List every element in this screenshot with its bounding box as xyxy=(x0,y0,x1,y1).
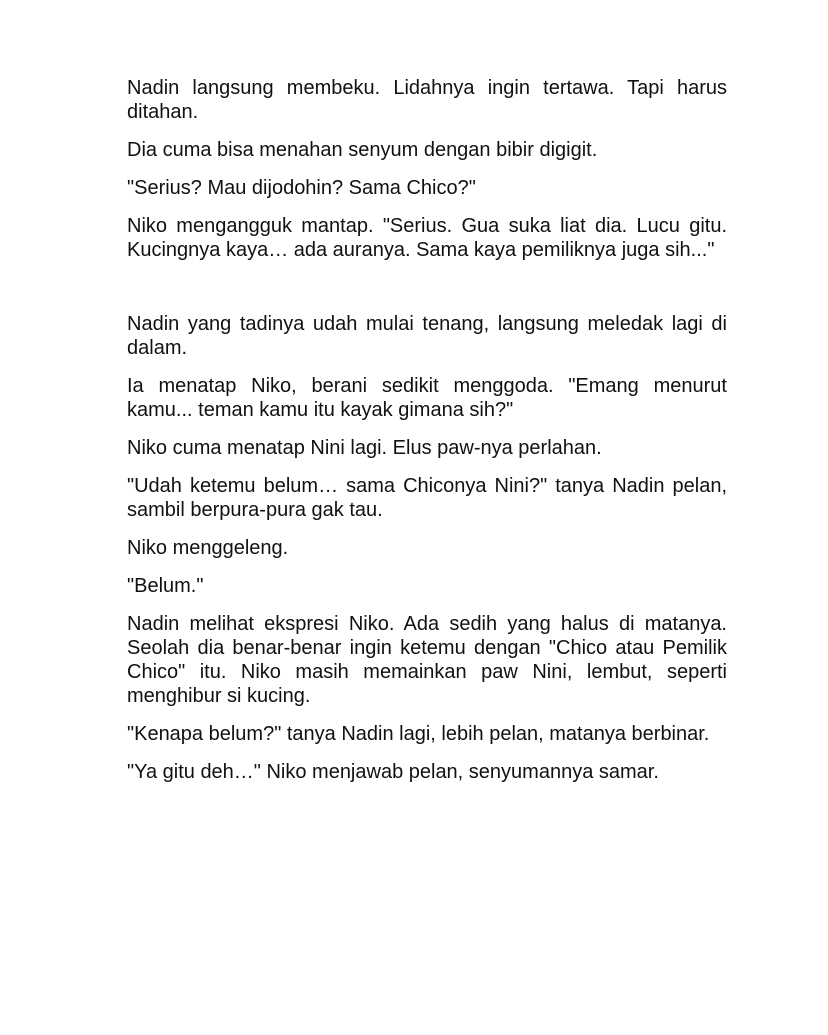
paragraph-6: Ia menatap Niko, berani sedikit menggoda. "Emang menurut kamu... teman kamu itu kayak gimana sih?" xyxy=(127,375,727,421)
paragraph-13: "Ya gitu deh…" Niko menjawab pelan, senyumannya samar. xyxy=(127,761,659,783)
paragraph-5: Nadin yang tadinya udah mulai tenang, langsung meledak lagi di dalam. xyxy=(127,313,727,359)
paragraph-1: Nadin langsung membeku. Lidahnya ingin tertawa. Tapi harus ditahan. xyxy=(127,77,727,123)
paragraph-12: "Kenapa belum?" tanya Nadin lagi, lebih pelan, matanya berbinar. xyxy=(127,723,710,745)
document-page xyxy=(127,76,727,798)
paragraph-7: Niko cuma menatap Nini lagi. Elus paw-nya perlahan. xyxy=(127,437,602,459)
paragraph-2: Dia cuma bisa menahan senyum dengan bibir digigit. xyxy=(127,139,598,161)
paragraph-11: Nadin melihat ekspresi Niko. Ada sedih yang halus di matanya. Seolah dia benar-benar ingin ketemu dengan "Chico atau Pemilik Chico" itu. Niko masih memainkan paw Nini, lembut, seperti menghibur si kucing. xyxy=(127,613,727,707)
paragraph-3: "Serius? Mau dijodohin? Sama Chico?" xyxy=(127,177,476,199)
paragraph-10: "Belum." xyxy=(127,575,204,597)
paragraph-4: Niko mengangguk mantap. "Serius. Gua suka liat dia. Lucu gitu. Kucingnya kaya… ada auranya. Sama kaya pemiliknya juga sih..." xyxy=(127,215,727,261)
paragraph-9: Niko menggeleng. xyxy=(127,537,289,559)
paragraph-8: "Udah ketemu belum… sama Chiconya Nini?" tanya Nadin pelan, sambil berpura-pura gak tau. xyxy=(127,475,727,521)
